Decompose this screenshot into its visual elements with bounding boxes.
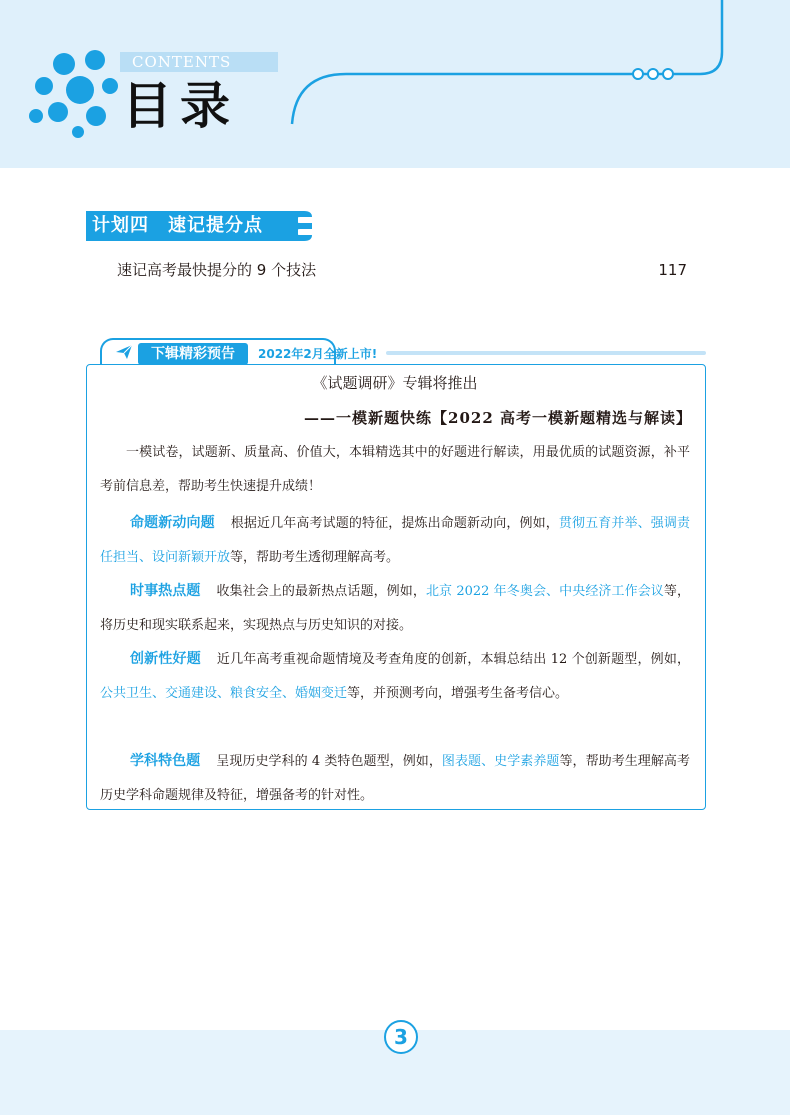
contents-label: CONTENTS bbox=[120, 52, 278, 72]
section-heading: 时事热点题 bbox=[130, 583, 201, 599]
preview-divider bbox=[386, 351, 706, 355]
toc-item[interactable] bbox=[117, 258, 687, 282]
page-title: 目录 bbox=[122, 77, 238, 135]
section-text: 等，帮助考生透彻理解高考。 bbox=[230, 550, 400, 565]
preview-intro: 一模试卷，试题新、质量高、价值大，本辑精选其中的好题进行解读，用最优质的试题资源，补平考前信息差，帮助考生快速提升成绩！ bbox=[100, 445, 690, 494]
section-text: 呈现历史学科的 4 类特色题型，例如， bbox=[216, 754, 442, 769]
section-heading: 命题新动向题 bbox=[130, 515, 215, 531]
plan-tab-decoration-icon bbox=[292, 211, 314, 241]
section-text: 收集社会上的最新热点话题，例如， bbox=[216, 584, 426, 599]
toc-item-title: 速记高考最快提分的 9 个技法 bbox=[117, 261, 317, 279]
dot-cluster-icon bbox=[29, 50, 118, 138]
section-text: 根据近几年高考试题的特征，提炼出命题新动向，例如， bbox=[230, 516, 559, 531]
section-text: 等，帮助考生理解高考历史学科命题规律及特征，增强备考的针对性。 bbox=[100, 754, 690, 803]
header-beads-icon bbox=[633, 69, 673, 79]
plan-section-header bbox=[86, 211, 316, 241]
section-text: 等，并预测考向，增强考生备考信心。 bbox=[347, 686, 569, 701]
preview-section bbox=[100, 744, 690, 813]
section-text: 近几年高考重视命题情境及考查角度的创新，本辑总结出 12 个创新题型，例如， bbox=[216, 652, 691, 667]
section-examples: 北京 2022 年冬奥会、中央经济工作会议 bbox=[425, 584, 664, 599]
header-curve-line bbox=[292, 0, 722, 124]
section-examples: 公共卫生、交通建设、粮食安全、婚姻变迁 bbox=[100, 686, 348, 701]
preview-tab bbox=[100, 338, 378, 364]
preview-section bbox=[100, 642, 690, 711]
plan-label: 计划四 速记提分点 bbox=[86, 211, 298, 241]
page-number: 3 bbox=[384, 1020, 418, 1054]
section-examples: 贯彻五育并举、强调责任担当、设问新颖开放 bbox=[100, 516, 690, 565]
section-heading: 创新性好题 bbox=[130, 651, 201, 667]
preview-date-note: 2022年2月全新上市! bbox=[258, 347, 378, 361]
preview-label: 下辑精彩预告 bbox=[138, 343, 248, 365]
section-examples: 图表题、史学素养题 bbox=[441, 754, 560, 769]
preview-section bbox=[100, 574, 690, 643]
section-text: 等，将历史和现实联系起来，实现热点与历史知识的对接。 bbox=[100, 584, 690, 633]
paper-plane-icon bbox=[114, 342, 134, 362]
header-decoration bbox=[0, 0, 790, 168]
section-heading: 学科特色题 bbox=[130, 753, 201, 769]
preview-subtitle: ——一模新题快练【2022 高考一模新题精选与解读】 bbox=[304, 409, 692, 427]
preview-title: 《试题调研》专辑将推出 bbox=[312, 374, 478, 392]
toc-item-page: 117 bbox=[658, 261, 687, 279]
preview-section bbox=[100, 506, 690, 575]
